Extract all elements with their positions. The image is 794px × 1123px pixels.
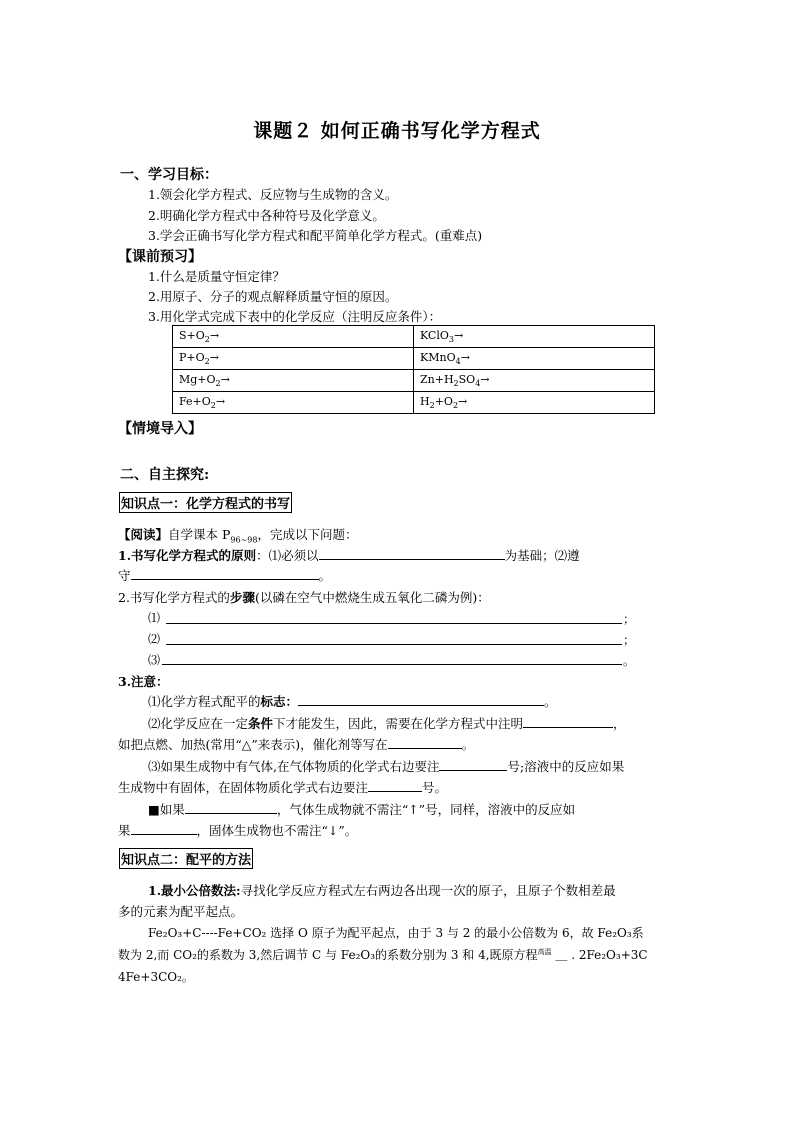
note-3: ⑶如果生成物中有气体,在气体物质的化学式右边要注 号;溶液中的反应如果 (148, 759, 625, 774)
note-2-cont: 如把点燃、加热(常用“△”来表示)，催化剂等写在 。 (118, 737, 475, 752)
page-title: 课题２ 如何正确书写化学方程式 (253, 120, 541, 142)
step-3-end: 。 (623, 654, 636, 668)
table-cell: $Mg+O_2\to$ (173, 370, 414, 392)
table-cell: $Zn+H_2SO_4\to$ (414, 370, 655, 392)
step-2-label: ⑵ (148, 632, 161, 646)
step-1-label: ⑴ (148, 611, 161, 625)
principle-line: 1.书写化学方程式的原则：⑴必须以 为基础；⑵遵 (118, 548, 580, 563)
table-row (173, 370, 655, 392)
objective-2: 2.明确化学方程式中各种符号及化学意义。 (148, 208, 385, 223)
reaction-table (172, 325, 655, 414)
preview-q3: 3.用化学式完成下表中的化学反应（注明反应条件）： (148, 309, 442, 324)
table-cell: $P+O_2\to$ (173, 348, 414, 370)
table-row (173, 348, 655, 370)
note-heading: 3.注意： (118, 674, 169, 689)
situation-heading: 【情境导入】 (118, 421, 202, 437)
preview-q2: 2.用原子、分子的观点解释质量守恒的原因。 (148, 289, 398, 304)
table-cell: $S+O_2\to$ (173, 326, 414, 348)
table-row (173, 392, 655, 414)
section1-heading: 一、学习目标： (120, 167, 218, 183)
method-1-cont: 多的元素为配平起点。 (118, 904, 244, 919)
note-3-cont: 生成物中有固体，在固体物质化学式右边要注 号。 (118, 780, 448, 795)
step-3-blank (162, 664, 622, 665)
preview-heading: 【课前预习】 (118, 249, 202, 265)
knowledge-point-1-box: 知识点一：化学方程式的书写 (119, 492, 292, 513)
step-1-end: ； (623, 612, 636, 626)
step-2-end: ； (623, 633, 636, 647)
section2-heading: 二、自主探究: (120, 467, 210, 483)
step-2-blank (166, 644, 622, 645)
example-line-1: Fe₂O₃+C----Fe+CO₂ 选择 O 原子为配平起点，由于 3 与 2 的最小公倍数为 6，故 Fe₂O₃系 (148, 926, 644, 940)
table-cell: KMnO$_4$→ (414, 348, 655, 370)
step-3-label: ⑶ (148, 653, 161, 667)
read-line: 【阅读】自学课本 $P_{96\sim 98}$，完成以下问题： (118, 527, 358, 545)
note-2: ⑵化学反应在一定条件下才能发生，因此，需要在化学方程式中注明 ， (148, 716, 626, 731)
objective-3: 3.学会正确书写化学方程式和配平简单化学方程式。(重难点) (148, 228, 483, 243)
preview-q1: 1.什么是质量守恒定律？ (148, 269, 285, 284)
note-1: ⑴化学方程式配平的标志： 。 (148, 694, 557, 709)
steps-line: 2.书写化学方程式的步骤(以磷在空气中燃烧生成五氧化二磷为例)： (118, 590, 490, 605)
table-cell: $H_2+O_2\to$ (414, 392, 655, 414)
example-line-3: 4Fe+3CO₂。 (118, 970, 194, 984)
note-4-cont: 果 ，固体生成物也不需注“↓”。 (118, 823, 358, 838)
table-cell: KClO$_3$→ (414, 326, 655, 348)
note-4: ■如果 ，气体生成物就不需注“↑”号，同样，溶液中的反应如 (148, 802, 576, 817)
table-cell: $Fe+O_2\to$ (173, 392, 414, 414)
example-line-2: 数为 2,而 CO₂的系数为 3,然后调节 C 与 Fe₂O₃的系数分别为 3 和 4,既原方程$^{高温}$ ＿ . 2Fe₂O₃+3C (118, 948, 648, 962)
method-1: 1.最小公倍数法:寻找化学反应方程式左右两边各出现一次的原子，且原子个数相差最 (148, 883, 616, 898)
knowledge-point-2-box: 知识点二：配平的方法 (119, 848, 253, 869)
objective-1: 1.领会化学方程式、反应物与生成物的含义。 (148, 187, 398, 202)
table-row (173, 326, 655, 348)
step-1-blank (166, 623, 622, 624)
principle-line-2: 守 。 (118, 568, 332, 583)
